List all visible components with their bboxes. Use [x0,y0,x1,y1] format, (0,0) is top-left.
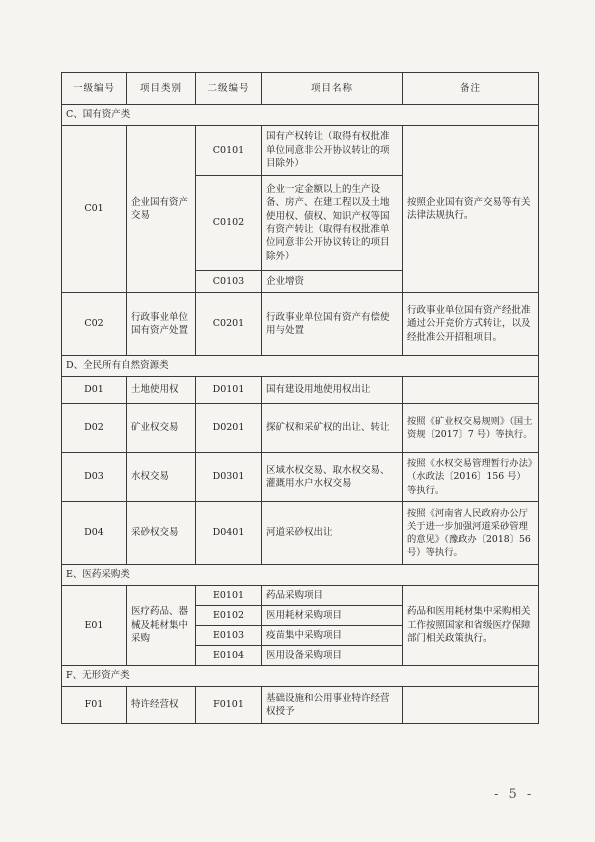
level1-code-e01: E01 [62,586,127,666]
category-d01: 土地使用权 [127,377,196,404]
level2-code-e0101: E0101 [196,586,262,606]
level1-code-c02: C02 [62,293,127,356]
section-row-c [62,105,539,126]
table-row-d0301 [62,453,539,502]
level2-code-d0301: D0301 [196,453,262,502]
category-f01: 特许经营权 [127,687,196,724]
project-table [61,72,539,724]
table-row-f0101 [62,687,539,724]
project-name-c0102: 企业一定金额以上的生产设备、房产、在建工程以及土地使用权、债权、知识产权等国有资产转让（取得有权批准单位同意非公开协议转让的项目除外） [262,176,403,271]
project-name-c0201: 行政事业单位国有资产有偿使用与处置 [262,293,403,356]
project-name-d0201: 探矿权和采矿权的出让、转让 [262,404,403,453]
level1-code-d01: D01 [62,377,127,404]
table-header-row [62,73,539,105]
level2-code-c0201: C0201 [196,293,262,356]
table-row-c0101 [62,126,539,176]
note-c01: 按照企业国有资产交易等有关法律法规执行。 [403,126,539,293]
page-number: - 5 - [494,787,535,802]
note-e01: 药品和医用耗材集中采购相关工作按照国家和省级医疗保障部门相关政策执行。 [403,586,539,666]
note-c02: 行政事业单位国有资产经批准通过公开竞价方式转让，以及经批准公开招租项目。 [403,293,539,356]
project-name-f0101: 基础设施和公用事业特许经营权授予 [262,687,403,724]
section-title-d: D、全民所有自然资源类 [62,356,539,377]
section-row-f [62,666,539,687]
note-d02: 按照《矿业权交易规则》（国土资规〔2017〕7 号）等执行。 [403,404,539,453]
project-name-e0101: 药品采购项目 [262,586,403,606]
header-level2-code: 二级编号 [196,73,262,105]
level2-code-d0101: D0101 [196,377,262,404]
table-row-e0101 [62,586,539,606]
note-f01 [403,687,539,724]
project-name-e0102: 医用耗材采购项目 [262,606,403,626]
level2-code-c0101: C0101 [196,126,262,176]
level2-code-c0103: C0103 [196,271,262,293]
project-name-d0401: 河道采砂权出让 [262,502,403,565]
level2-code-e0104: E0104 [196,646,262,666]
project-name-e0104: 医用设备采购项目 [262,646,403,666]
project-name-d0301: 区域水权交易、取水权交易、灌溉用水户水权交易 [262,453,403,502]
level1-code-d04: D04 [62,502,127,565]
category-c02: 行政事业单位国有资产处置 [127,293,196,356]
category-d03: 水权交易 [127,453,196,502]
project-name-c0101: 国有产权转让（取得有权批准单位同意非公开协议转让的项目除外） [262,126,403,176]
level1-code-f01: F01 [62,687,127,724]
section-row-e [62,565,539,586]
level2-code-f0101: F0101 [196,687,262,724]
level1-code-d02: D02 [62,404,127,453]
project-name-d0101: 国有建设用地使用权出让 [262,377,403,404]
section-title-c: C、国有资产类 [62,105,539,126]
level2-code-e0103: E0103 [196,626,262,646]
level2-code-e0102: E0102 [196,606,262,626]
table-row-d0201 [62,404,539,453]
table-row-d0401 [62,502,539,565]
header-category: 项目类别 [127,73,196,105]
category-e01: 医疗药品、器械及耗材集中采购 [127,586,196,666]
section-row-d [62,356,539,377]
category-d04: 采砂权交易 [127,502,196,565]
level1-code-c01: C01 [62,126,127,293]
category-d02: 矿业权交易 [127,404,196,453]
project-name-e0103: 疫苗集中采购项目 [262,626,403,646]
section-title-f: F、无形资产类 [62,666,539,687]
level2-code-d0201: D0201 [196,404,262,453]
header-project-name: 项目名称 [262,73,403,105]
header-note: 备注 [403,73,539,105]
note-d03: 按照《水权交易管理暂行办法》（水政法〔2016〕156 号）等执行。 [403,453,539,502]
note-d01 [403,377,539,404]
project-name-c0103: 企业增资 [262,271,403,293]
table-row-c0201 [62,293,539,356]
note-d04: 按照《河南省人民政府办公厅关于进一步加强河道采砂管理的意见》（豫政办〔2018〕56 号）等执行。 [403,502,539,565]
table-row-d0101 [62,377,539,404]
level2-code-c0102: C0102 [196,176,262,271]
level1-code-d03: D03 [62,453,127,502]
header-level1-code: 一级编号 [62,73,127,105]
category-c01: 企业国有资产交易 [127,126,196,293]
section-title-e: E、医药采购类 [62,565,539,586]
level2-code-d0401: D0401 [196,502,262,565]
